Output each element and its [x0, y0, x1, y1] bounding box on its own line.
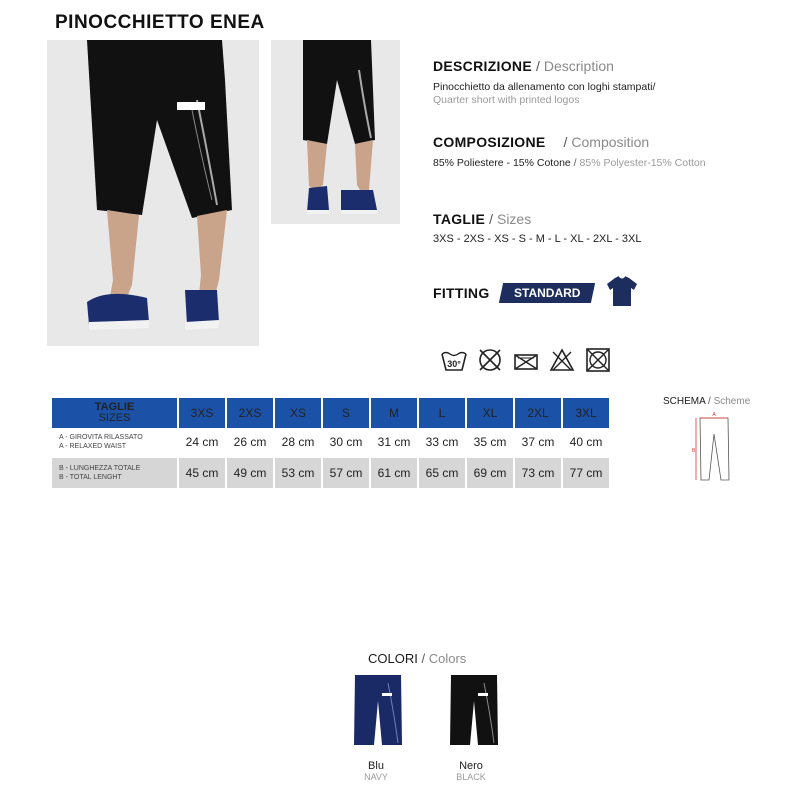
size-col-header: 3XS — [179, 398, 225, 428]
size-col-header: M — [371, 398, 417, 428]
fitting-badge: STANDARD — [499, 283, 595, 303]
size-col-header: XS — [275, 398, 321, 428]
color-swatch-black[interactable] — [448, 673, 500, 749]
color-swatch-navy[interactable] — [352, 673, 404, 749]
composition-label-en: Composition — [571, 134, 650, 150]
product-title: PINOCCHIETTO ENEA — [55, 12, 265, 33]
table-cell: 61 cm — [371, 458, 417, 488]
color-name-black: Nero BLACK — [456, 760, 486, 782]
no-bleach-icon — [476, 346, 504, 374]
table-cell: 53 cm — [275, 458, 321, 488]
no-iron-icon — [548, 346, 576, 374]
row-label: B - LUNGHEZZA TOTALE B - TOTAL LENGHT — [52, 458, 177, 488]
sizes-list: 3XS - 2XS - XS - S - M - L - XL - 2XL - 3XL — [433, 233, 642, 245]
svg-text:A: A — [712, 412, 716, 418]
no-tumble-dry-icon — [512, 346, 540, 374]
sizes-label-it: TAGLIE — [433, 211, 486, 227]
table-cell: 49 cm — [227, 458, 273, 488]
table-cell: 37 cm — [515, 428, 561, 458]
sizes-heading: TAGLIE / Sizes — [433, 211, 532, 227]
sizes-label-en: Sizes — [496, 211, 532, 227]
size-col-header: 2XS — [227, 398, 273, 428]
care-icons — [440, 346, 612, 374]
composition-label-it: COMPOSIZIONE — [433, 134, 546, 150]
size-col-header: XL — [467, 398, 513, 428]
schema-heading: SCHEMA / Scheme — [663, 396, 751, 407]
size-table-header — [52, 398, 609, 428]
schema-diagram — [684, 410, 740, 486]
description-text-it: Pinocchietto da allenamento con loghi stampati/ — [433, 81, 656, 93]
size-col-header: 2XL — [515, 398, 561, 428]
table-cell: 77 cm — [563, 458, 609, 488]
table-cell: 33 cm — [419, 428, 465, 458]
color-name-navy: Blu NAVY — [364, 760, 388, 782]
svg-text:30°: 30° — [447, 359, 461, 369]
size-col-header: S — [323, 398, 369, 428]
fitting-heading: FITTING — [433, 285, 490, 301]
table-cell: 31 cm — [371, 428, 417, 458]
table-cell: 26 cm — [227, 428, 273, 458]
composition-text: 85% Poliestere - 15% Cotone / 85% Polyester-15% Cotton — [433, 157, 706, 169]
composition-heading: COMPOSIZIONE / Composition — [433, 134, 650, 150]
table-cell: 57 cm — [323, 458, 369, 488]
description-label-en: Description — [543, 58, 614, 74]
svg-text:B: B — [692, 448, 696, 454]
size-col-header: L — [419, 398, 465, 428]
wash-30-icon — [440, 346, 468, 374]
table-cell: 69 cm — [467, 458, 513, 488]
table-cell: 28 cm — [275, 428, 321, 458]
size-table — [50, 398, 611, 488]
table-row — [52, 458, 609, 488]
product-photo-front — [47, 40, 259, 346]
description-label-it: DESCRIZIONE — [433, 58, 532, 74]
table-cell: 73 cm — [515, 458, 561, 488]
row-label: A - GIROVITA RILASSATO A - RELAXED WAIST — [52, 428, 177, 458]
tshirt-fit-icon — [604, 274, 640, 310]
colors-heading: COLORI / Colors — [368, 651, 467, 666]
table-cell: 40 cm — [563, 428, 609, 458]
no-dry-clean-icon — [584, 346, 612, 374]
table-cell: 24 cm — [179, 428, 225, 458]
size-table-header-label: TAGLIE SIZES — [52, 398, 177, 428]
size-col-header: 3XL — [563, 398, 609, 428]
table-cell: 45 cm — [179, 458, 225, 488]
description-text-en: Quarter short with printed logos — [433, 94, 580, 106]
table-cell: 65 cm — [419, 458, 465, 488]
table-cell: 30 cm — [323, 428, 369, 458]
table-cell: 35 cm — [467, 428, 513, 458]
product-photo-back — [271, 40, 400, 224]
description-heading: DESCRIZIONE / Description — [433, 58, 614, 74]
table-row — [52, 428, 609, 458]
